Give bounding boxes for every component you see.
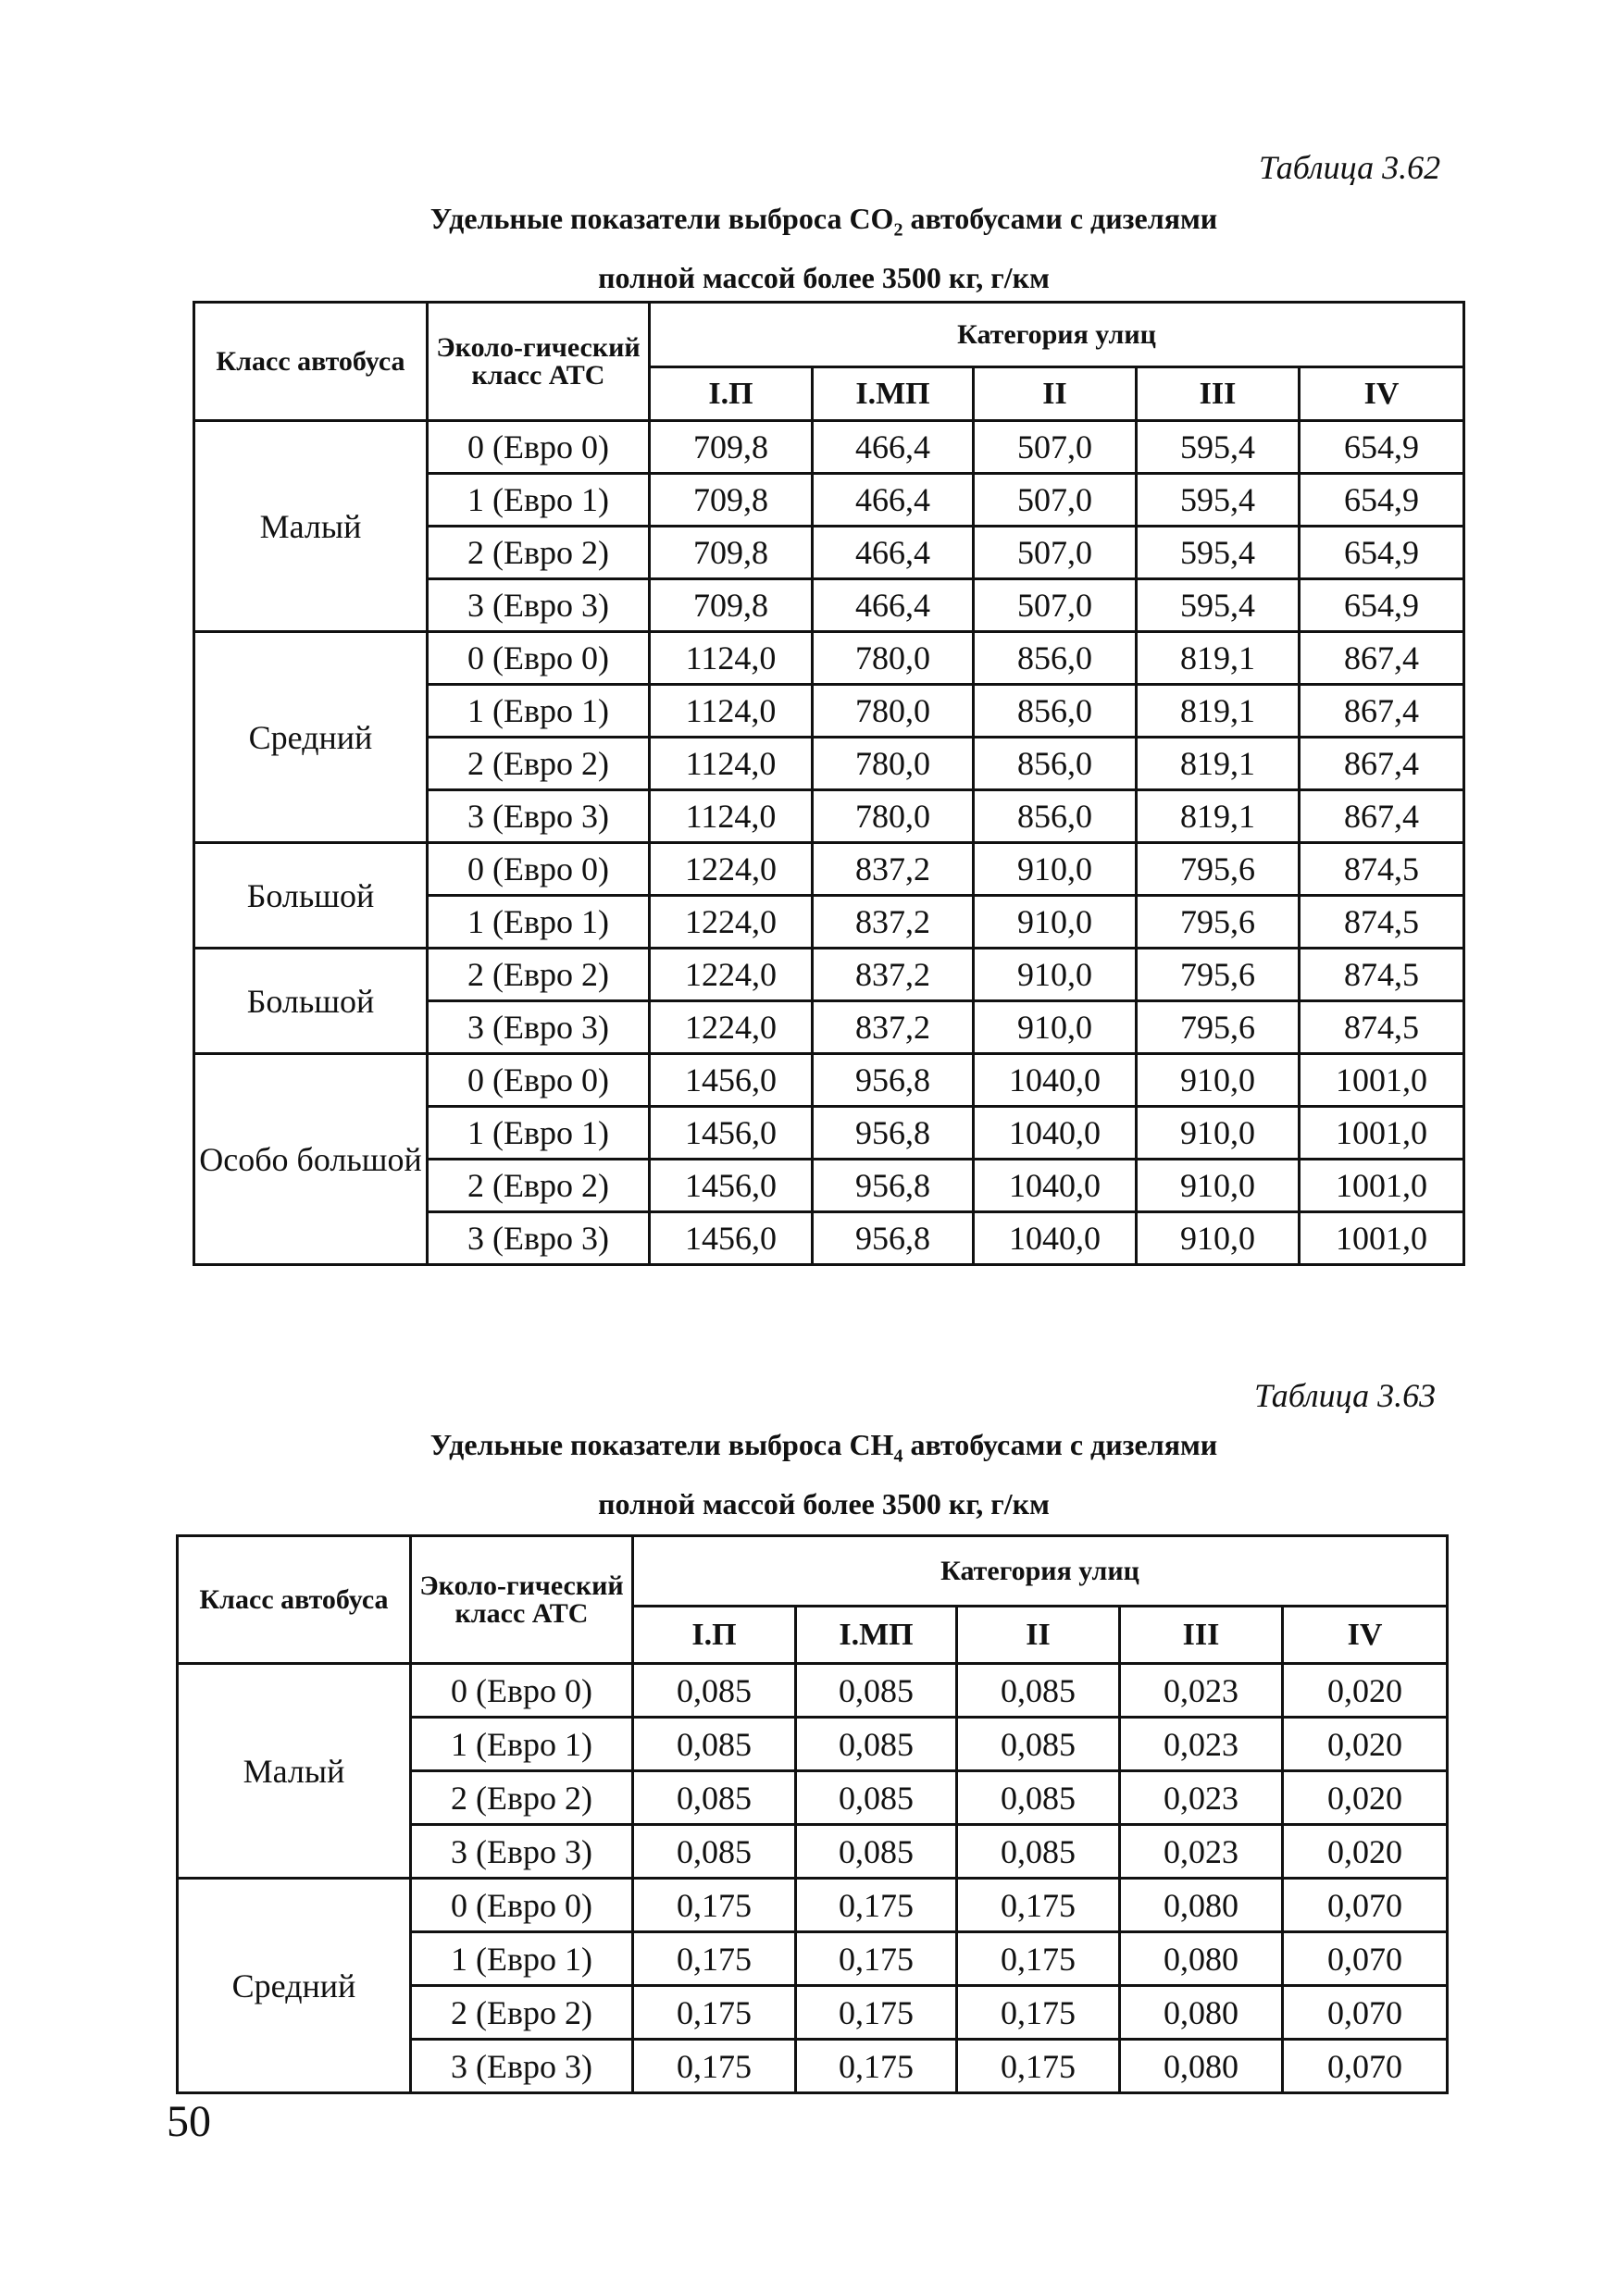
- bus-class-cell: Большой: [194, 949, 428, 1054]
- value-cell: 0,023: [1120, 1825, 1283, 1879]
- value-cell: 837,2: [813, 1001, 974, 1054]
- value-cell: 0,175: [633, 1986, 796, 2040]
- eco-class-cell: 3 (Евро 3): [428, 790, 650, 843]
- header-column: III: [1120, 1607, 1283, 1664]
- value-cell: 1456,0: [650, 1212, 813, 1265]
- value-cell: 0,070: [1283, 2040, 1448, 2093]
- value-cell: 0,080: [1120, 1879, 1283, 1932]
- value-cell: 910,0: [1137, 1054, 1300, 1107]
- value-cell: 956,8: [813, 1107, 974, 1160]
- header-column: III: [1137, 367, 1300, 421]
- value-cell: 956,8: [813, 1160, 974, 1212]
- eco-class-cell: 1 (Евро 1): [428, 685, 650, 738]
- value-cell: 837,2: [813, 896, 974, 949]
- header-column: IV: [1283, 1607, 1448, 1664]
- header-bus-class: Класс автобуса: [194, 303, 428, 421]
- value-cell: 1456,0: [650, 1107, 813, 1160]
- value-cell: 0,175: [957, 1932, 1120, 1986]
- eco-class-cell: 0 (Евро 0): [428, 421, 650, 474]
- value-cell: 709,8: [650, 421, 813, 474]
- value-cell: 780,0: [813, 790, 974, 843]
- value-cell: 1224,0: [650, 949, 813, 1001]
- title-text: полной массой более 3500 кг, г/км: [598, 261, 1050, 295]
- value-cell: 867,4: [1300, 738, 1464, 790]
- bus-class-cell: Малый: [194, 421, 428, 632]
- title-subscript: 2: [893, 219, 903, 241]
- value-cell: 910,0: [974, 949, 1137, 1001]
- eco-class-cell: 1 (Евро 1): [411, 1932, 633, 1986]
- value-cell: 709,8: [650, 579, 813, 632]
- value-cell: 0,085: [633, 1718, 796, 1771]
- header-column: IV: [1300, 367, 1464, 421]
- eco-class-cell: 3 (Евро 3): [428, 579, 650, 632]
- data-table: [193, 301, 1465, 1266]
- value-cell: 874,5: [1300, 949, 1464, 1001]
- value-cell: 0,085: [957, 1825, 1120, 1879]
- value-cell: 1001,0: [1300, 1212, 1464, 1265]
- table-row: [194, 949, 1464, 1001]
- value-cell: 0,175: [796, 1986, 957, 2040]
- value-cell: 595,4: [1137, 527, 1300, 579]
- value-cell: 1001,0: [1300, 1160, 1464, 1212]
- value-cell: 0,080: [1120, 2040, 1283, 2093]
- value-cell: 819,1: [1137, 790, 1300, 843]
- header-row: [178, 1536, 1448, 1607]
- title-text: полной массой более 3500 кг, г/км: [598, 1487, 1050, 1521]
- table-row: [178, 1664, 1448, 1718]
- eco-class-cell: 2 (Евро 2): [411, 1771, 633, 1825]
- value-cell: 0,070: [1283, 1932, 1448, 1986]
- table-title: [176, 194, 1472, 302]
- value-cell: 0,085: [633, 1825, 796, 1879]
- table-label: Таблица 3.63: [1254, 1377, 1437, 1414]
- header-column: I.МП: [813, 367, 974, 421]
- value-cell: 0,175: [957, 1879, 1120, 1932]
- header-eco-class: Эколо-гический класс АТС: [411, 1536, 633, 1664]
- value-cell: 0,085: [957, 1771, 1120, 1825]
- table-row: [194, 1054, 1464, 1107]
- table-row: [194, 632, 1464, 685]
- eco-class-cell: 3 (Евро 3): [411, 1825, 633, 1879]
- value-cell: 795,6: [1137, 843, 1300, 896]
- value-cell: 507,0: [974, 421, 1137, 474]
- value-cell: 780,0: [813, 685, 974, 738]
- value-cell: 0,175: [633, 1879, 796, 1932]
- eco-class-cell: 0 (Евро 0): [428, 843, 650, 896]
- eco-class-cell: 3 (Евро 3): [428, 1212, 650, 1265]
- value-cell: 0,070: [1283, 1986, 1448, 2040]
- value-cell: 0,175: [796, 2040, 957, 2093]
- value-cell: 466,4: [813, 474, 974, 527]
- value-cell: 874,5: [1300, 896, 1464, 949]
- title-subscript: 4: [893, 1446, 903, 1467]
- value-cell: 0,080: [1120, 1932, 1283, 1986]
- eco-class-cell: 1 (Евро 1): [428, 1107, 650, 1160]
- value-cell: 595,4: [1137, 474, 1300, 527]
- value-cell: 795,6: [1137, 949, 1300, 1001]
- value-cell: 1001,0: [1300, 1107, 1464, 1160]
- table-row: [194, 421, 1464, 474]
- value-cell: 654,9: [1300, 474, 1464, 527]
- eco-class-cell: 2 (Евро 2): [428, 1160, 650, 1212]
- value-cell: 0,070: [1283, 1879, 1448, 1932]
- title-text: автобусами с дизелями: [902, 202, 1218, 235]
- value-cell: 0,023: [1120, 1718, 1283, 1771]
- value-cell: 910,0: [1137, 1160, 1300, 1212]
- value-cell: 654,9: [1300, 421, 1464, 474]
- value-cell: 466,4: [813, 527, 974, 579]
- eco-class-cell: 0 (Евро 0): [428, 632, 650, 685]
- value-cell: 0,085: [796, 1825, 957, 1879]
- bus-class-cell: Средний: [178, 1879, 411, 2093]
- header-column: I.МП: [796, 1607, 957, 1664]
- value-cell: 0,175: [957, 1986, 1120, 2040]
- eco-class-cell: 1 (Евро 1): [428, 896, 650, 949]
- value-cell: 595,4: [1137, 579, 1300, 632]
- value-cell: 867,4: [1300, 632, 1464, 685]
- value-cell: 0,175: [796, 1932, 957, 1986]
- value-cell: 1040,0: [974, 1212, 1137, 1265]
- value-cell: 0,085: [796, 1664, 957, 1718]
- title-text: автобусами с дизелями: [902, 1428, 1218, 1461]
- value-cell: 507,0: [974, 474, 1137, 527]
- eco-class-cell: 3 (Евро 3): [411, 2040, 633, 2093]
- value-cell: 1224,0: [650, 843, 813, 896]
- value-cell: 874,5: [1300, 1001, 1464, 1054]
- value-cell: 1124,0: [650, 685, 813, 738]
- value-cell: 0,175: [633, 1932, 796, 1986]
- value-cell: 819,1: [1137, 632, 1300, 685]
- value-cell: 856,0: [974, 738, 1137, 790]
- value-cell: 867,4: [1300, 685, 1464, 738]
- value-cell: 709,8: [650, 527, 813, 579]
- value-cell: 0,175: [633, 2040, 796, 2093]
- eco-class-cell: 0 (Евро 0): [411, 1879, 633, 1932]
- bus-class-cell: Большой: [194, 843, 428, 949]
- eco-class-cell: 2 (Евро 2): [411, 1986, 633, 2040]
- eco-class-cell: 2 (Евро 2): [428, 949, 650, 1001]
- table-title: [176, 1421, 1472, 1528]
- value-cell: 910,0: [974, 896, 1137, 949]
- header-column: II: [957, 1607, 1120, 1664]
- value-cell: 1224,0: [650, 896, 813, 949]
- value-cell: 1456,0: [650, 1160, 813, 1212]
- value-cell: 0,020: [1283, 1664, 1448, 1718]
- value-cell: 654,9: [1300, 527, 1464, 579]
- value-cell: 956,8: [813, 1212, 974, 1265]
- value-cell: 956,8: [813, 1054, 974, 1107]
- header-bus-class: Класс автобуса: [178, 1536, 411, 1664]
- eco-class-cell: 1 (Евро 1): [411, 1718, 633, 1771]
- value-cell: 0,023: [1120, 1771, 1283, 1825]
- value-cell: 507,0: [974, 579, 1137, 632]
- value-cell: 654,9: [1300, 579, 1464, 632]
- value-cell: 1124,0: [650, 632, 813, 685]
- value-cell: 1040,0: [974, 1054, 1137, 1107]
- header-category: Категория улиц: [633, 1536, 1448, 1607]
- value-cell: 0,020: [1283, 1825, 1448, 1879]
- value-cell: 466,4: [813, 579, 974, 632]
- value-cell: 507,0: [974, 527, 1137, 579]
- eco-class-cell: 2 (Евро 2): [428, 738, 650, 790]
- value-cell: 856,0: [974, 632, 1137, 685]
- eco-class-cell: 1 (Евро 1): [428, 474, 650, 527]
- value-cell: 1001,0: [1300, 1054, 1464, 1107]
- value-cell: 837,2: [813, 949, 974, 1001]
- value-cell: 819,1: [1137, 738, 1300, 790]
- value-cell: 1124,0: [650, 790, 813, 843]
- value-cell: 780,0: [813, 632, 974, 685]
- value-cell: 0,023: [1120, 1664, 1283, 1718]
- value-cell: 0,020: [1283, 1718, 1448, 1771]
- value-cell: 0,085: [957, 1664, 1120, 1718]
- header-column: I.П: [650, 367, 813, 421]
- value-cell: 0,080: [1120, 1986, 1283, 2040]
- eco-class-cell: 3 (Евро 3): [428, 1001, 650, 1054]
- value-cell: 0,175: [957, 2040, 1120, 2093]
- value-cell: 795,6: [1137, 896, 1300, 949]
- eco-class-cell: 0 (Евро 0): [428, 1054, 650, 1107]
- value-cell: 837,2: [813, 843, 974, 896]
- bus-class-cell: Малый: [178, 1664, 411, 1879]
- value-cell: 867,4: [1300, 790, 1464, 843]
- title-text: Удельные показатели выброса CH: [429, 1428, 894, 1461]
- value-cell: 1124,0: [650, 738, 813, 790]
- value-cell: 910,0: [974, 1001, 1137, 1054]
- header-column: II: [974, 367, 1137, 421]
- value-cell: 709,8: [650, 474, 813, 527]
- value-cell: 1040,0: [974, 1160, 1137, 1212]
- page-number: 50: [167, 2097, 211, 2146]
- data-table: [176, 1534, 1449, 2094]
- bus-class-cell: Средний: [194, 632, 428, 843]
- value-cell: 0,085: [957, 1718, 1120, 1771]
- value-cell: 0,085: [796, 1771, 957, 1825]
- value-cell: 856,0: [974, 685, 1137, 738]
- value-cell: 910,0: [974, 843, 1137, 896]
- value-cell: 0,085: [633, 1771, 796, 1825]
- value-cell: 466,4: [813, 421, 974, 474]
- value-cell: 1224,0: [650, 1001, 813, 1054]
- value-cell: 0,175: [796, 1879, 957, 1932]
- bus-class-cell: Особо большой: [194, 1054, 428, 1265]
- value-cell: 0,085: [796, 1718, 957, 1771]
- header-eco-class: Эколо-гический класс АТС: [428, 303, 650, 421]
- value-cell: 910,0: [1137, 1107, 1300, 1160]
- table-row: [178, 1879, 1448, 1932]
- value-cell: 0,020: [1283, 1771, 1448, 1825]
- value-cell: 874,5: [1300, 843, 1464, 896]
- value-cell: 795,6: [1137, 1001, 1300, 1054]
- eco-class-cell: 2 (Евро 2): [428, 527, 650, 579]
- value-cell: 595,4: [1137, 421, 1300, 474]
- value-cell: 1040,0: [974, 1107, 1137, 1160]
- value-cell: 856,0: [974, 790, 1137, 843]
- value-cell: 819,1: [1137, 685, 1300, 738]
- eco-class-cell: 0 (Евро 0): [411, 1664, 633, 1718]
- title-text: Удельные показатели выброса CO: [429, 202, 894, 235]
- header-category: Категория улиц: [650, 303, 1464, 367]
- value-cell: 910,0: [1137, 1212, 1300, 1265]
- table-row: [194, 843, 1464, 896]
- value-cell: 1456,0: [650, 1054, 813, 1107]
- table-label: Таблица 3.62: [1259, 149, 1441, 186]
- value-cell: 0,085: [633, 1664, 796, 1718]
- value-cell: 780,0: [813, 738, 974, 790]
- header-column: I.П: [633, 1607, 796, 1664]
- header-row: [194, 303, 1464, 367]
